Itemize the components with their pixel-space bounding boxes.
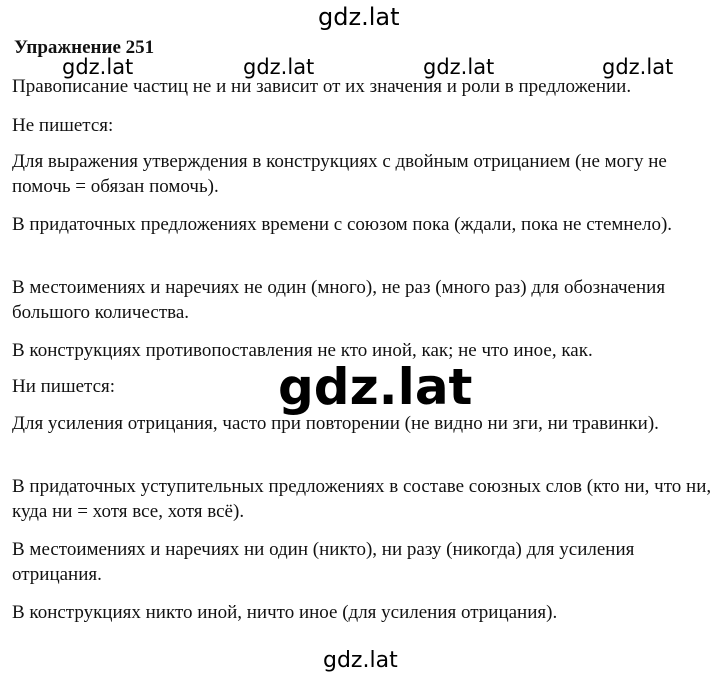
watermark-top: gdz.lat [318, 3, 400, 31]
paragraph-ne-rule-1: Для выражения утверждения в конструкциях с двойным отрицанием (не могу не помочь = обязан помочь). [12, 151, 667, 197]
paragraph-intro: Правописание частиц не и ни зависит от их значения и роли в предложении. [12, 76, 632, 97]
watermark-bottom: gdz.lat [323, 648, 398, 673]
watermark-row-2: gdz.lat [243, 55, 315, 79]
paragraph-ne-rule-2: В придаточных предложениях времени с союзом пока (ждали, пока не стемнело). [12, 214, 673, 235]
paragraph-ni-heading: Ни пишется: [12, 376, 116, 397]
exercise-heading: Упражнение 251 [14, 37, 155, 58]
paragraph-ni-rule-4: В конструкциях никто иной, ничто иное (для усиления отрицания). [12, 602, 558, 623]
paragraph-ne-heading: Не пишется: [12, 115, 114, 136]
watermark-center: gdz.lat [278, 358, 473, 416]
watermark-row-1: gdz.lat [62, 55, 134, 79]
paragraph-ne-rule-4: В конструкциях противопоставления не кто иной, как; не что иное, как. [12, 340, 593, 361]
watermark-row-3: gdz.lat [423, 55, 495, 79]
paragraph-ne-rule-3: В местоимениях и наречиях не один (много), не раз (много раз) для обозначения большого количества. [12, 277, 666, 323]
paragraph-ni-rule-2: В придаточных уступительных предложениях в составе союзных слов (кто ни, что ни, куда ни = хотя все, хотя всё). [12, 476, 712, 522]
paragraph-ni-rule-1: Для усиления отрицания, часто при повторении (не видно ни зги, ни травинки). [12, 413, 659, 434]
watermark-row-4: gdz.lat [602, 55, 674, 79]
paragraph-ni-rule-3: В местоимениях и наречиях ни один (никто), ни разу (никогда) для усиления отрицания. [12, 539, 635, 585]
